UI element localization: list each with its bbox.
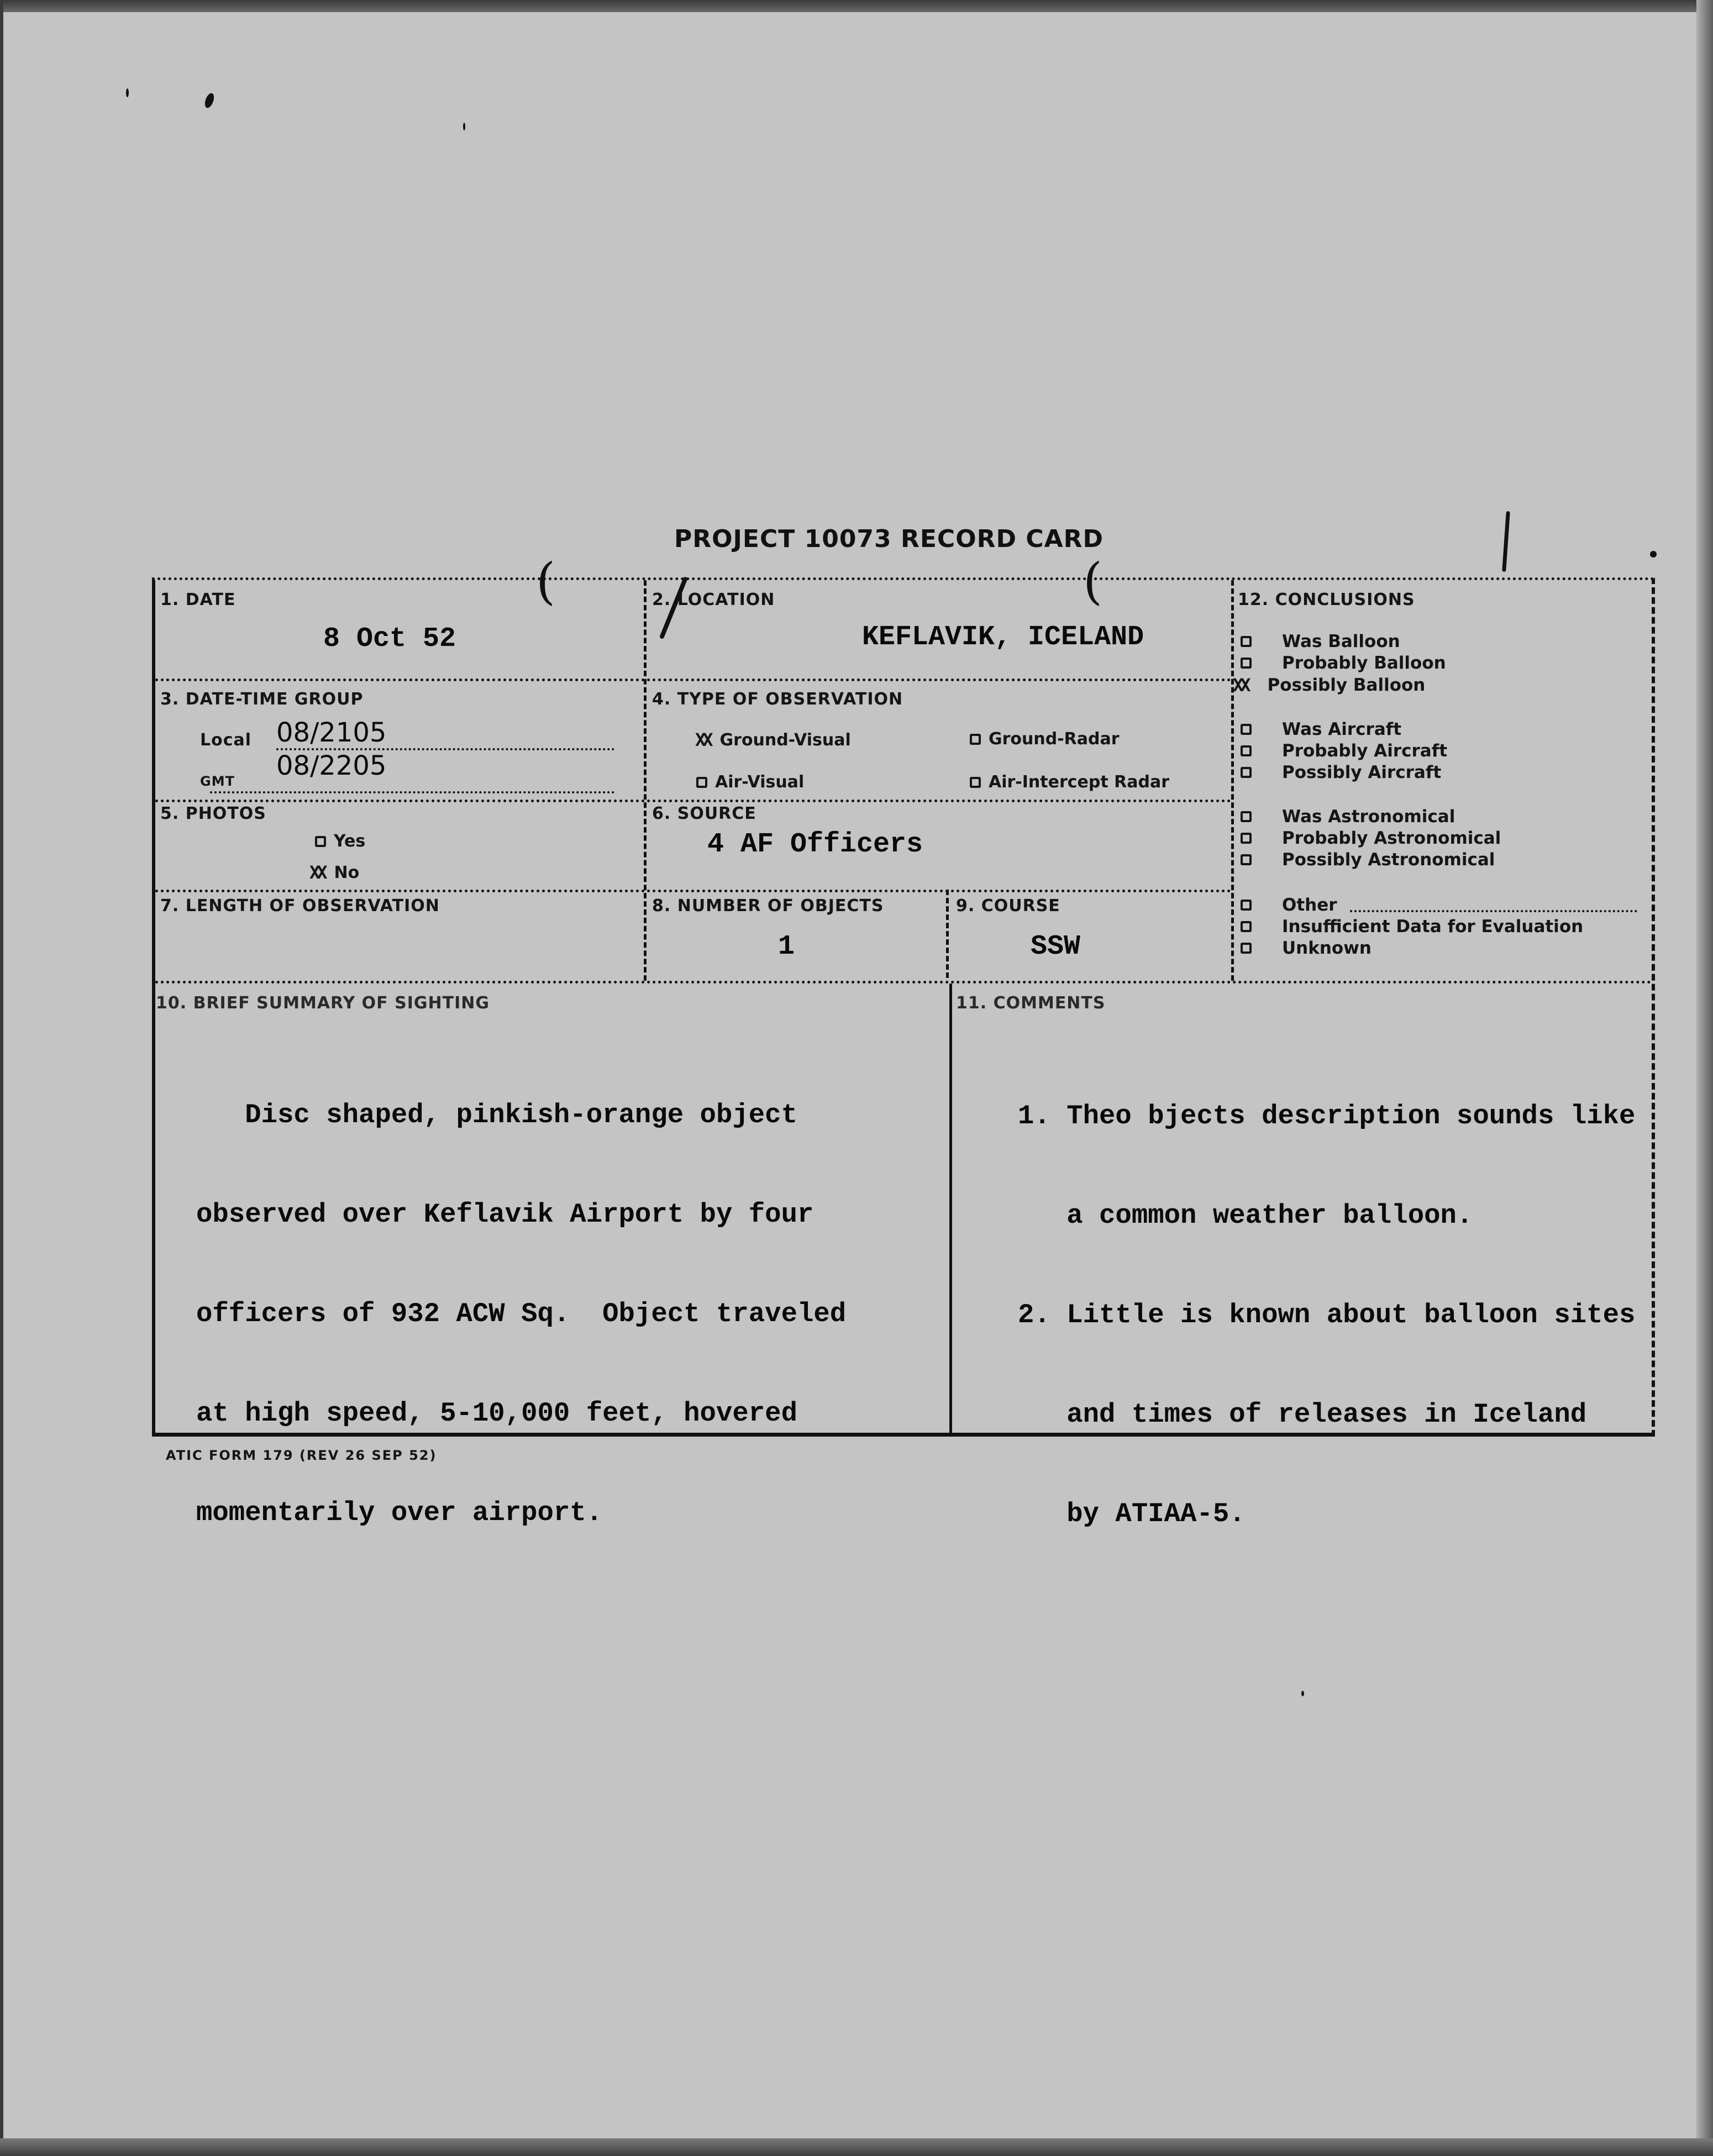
type-of-observation-label: 4. TYPE OF OBSERVATION — [652, 690, 903, 709]
divider — [155, 800, 1231, 802]
checked-x-mark-icon: XX — [695, 729, 710, 750]
checkbox-empty-icon — [1241, 767, 1252, 778]
scan-edge-bottom — [0, 2138, 1713, 2156]
conclusion-label: Possibly Astronomical — [1282, 850, 1495, 870]
conclusions-label: 12. CONCLUSIONS — [1238, 590, 1415, 609]
comment-line: and times of releases in Iceland — [1018, 1399, 1587, 1430]
checkbox-empty-icon — [315, 836, 326, 847]
source-label: 6. SOURCE — [652, 804, 756, 823]
gmt-time-value: 08/2205 — [276, 750, 387, 781]
summary-line: officers of 932 ACW Sq. Object traveled — [196, 1298, 847, 1329]
number-of-objects-value: 1 — [778, 931, 795, 963]
option-label: Ground-Radar — [989, 729, 1120, 749]
gmt-time-fill-line — [210, 791, 614, 793]
conclusion-label: Other — [1282, 895, 1337, 915]
checkbox-empty-icon — [970, 777, 981, 788]
conclusion-label: Probably Balloon — [1282, 653, 1446, 673]
length-of-observation-label: 7. LENGTH OF OBSERVATION — [160, 896, 440, 916]
option-label: Ground-Visual — [719, 730, 851, 750]
checkbox-empty-icon — [1241, 943, 1252, 954]
summary-text — [196, 1032, 846, 1563]
divider — [155, 890, 1231, 892]
conclusion-label: Insufficient Data for Evaluation — [1282, 917, 1584, 937]
option-air-intercept-radar[interactable] — [970, 772, 1169, 792]
scan-edge-right — [1696, 0, 1713, 2156]
summary-label: 10. BRIEF SUMMARY OF SIGHTING — [156, 993, 490, 1013]
conclusion-label: Was Astronomical — [1282, 807, 1455, 827]
bracket-mark: ( — [1083, 553, 1103, 611]
checkbox-empty-icon — [1241, 745, 1252, 756]
option-label: Yes — [334, 832, 366, 851]
conclusion-label: Possibly Aircraft — [1282, 763, 1442, 782]
divider — [949, 984, 952, 1434]
checkbox-empty-icon — [1241, 658, 1252, 669]
checkbox-empty-icon — [970, 734, 981, 745]
divider — [155, 679, 1231, 681]
option-ground-radar[interactable] — [970, 729, 1120, 749]
option-photos-no[interactable] — [309, 862, 359, 883]
conclusion-probably-balloon[interactable] — [1241, 653, 1446, 673]
option-label: Air-Visual — [715, 772, 805, 792]
date-value: 8 Oct 52 — [323, 623, 456, 655]
checkbox-empty-icon — [1241, 833, 1252, 844]
local-time-value: 08/2105 — [276, 717, 387, 748]
divider — [644, 580, 647, 981]
gmt-time-label: GMT — [200, 774, 235, 789]
comments-label: 11. COMMENTS — [956, 993, 1106, 1013]
option-ground-visual[interactable] — [695, 729, 851, 750]
other-fill-line — [1350, 910, 1637, 912]
scan-speck — [463, 123, 465, 130]
conclusion-was-aircraft[interactable] — [1241, 719, 1401, 739]
option-air-visual[interactable] — [696, 772, 804, 792]
local-time-label: Local — [200, 730, 252, 750]
comment-line: a common weather balloon. — [1018, 1200, 1473, 1231]
summary-line: momentarily over airport. — [196, 1497, 603, 1528]
conclusion-unknown[interactable] — [1241, 938, 1372, 958]
checkbox-empty-icon — [1241, 900, 1252, 911]
date-time-group-label: 3. DATE-TIME GROUP — [160, 690, 364, 709]
bracket-mark: ( — [536, 553, 556, 611]
comments-text — [1018, 1033, 1635, 1564]
photos-label: 5. PHOTOS — [160, 804, 266, 823]
conclusion-possibly-balloon[interactable] — [1233, 675, 1426, 696]
checkbox-empty-icon — [1241, 636, 1252, 647]
conclusion-possibly-astronomical[interactable] — [1241, 850, 1495, 870]
location-label: 2. LOCATION — [652, 590, 775, 609]
form-number: ATIC FORM 179 (REV 26 SEP 52) — [166, 1448, 437, 1463]
course-value: SSW — [1031, 931, 1081, 963]
checked-x-mark-icon: XX — [309, 862, 324, 883]
source-value: 4 AF Officers — [707, 829, 923, 860]
conclusion-label: Was Balloon — [1282, 632, 1400, 651]
course-label: 9. COURSE — [956, 896, 1060, 916]
divider — [946, 890, 949, 978]
checkbox-empty-icon — [696, 777, 707, 788]
conclusion-probably-aircraft[interactable] — [1241, 741, 1447, 761]
conclusion-was-astronomical[interactable] — [1241, 807, 1455, 827]
checked-x-mark-icon: XX — [1233, 675, 1248, 696]
checkbox-empty-icon — [1241, 921, 1252, 932]
scan-speck — [203, 92, 216, 109]
pencil-mark — [1502, 511, 1510, 572]
number-of-objects-label: 8. NUMBER OF OBJECTS — [652, 896, 884, 916]
comment-line: 1. Theo bjects description sounds like — [1018, 1101, 1636, 1132]
comment-line: by ATIAA-5. — [1018, 1498, 1246, 1529]
checkbox-empty-icon — [1241, 724, 1252, 735]
conclusion-other[interactable] — [1241, 895, 1337, 915]
checkbox-empty-icon — [1241, 854, 1252, 865]
date-label: 1. DATE — [160, 590, 236, 609]
summary-line: Disc shaped, pinkish-orange object — [196, 1100, 797, 1130]
conclusion-label: Probably Aircraft — [1282, 741, 1448, 761]
card-title: PROJECT 10073 RECORD CARD — [674, 525, 1104, 553]
scan-edge-top — [0, 0, 1713, 12]
summary-line: observed over Keflavik Airport by four — [196, 1199, 814, 1230]
scan-edge-left — [0, 0, 3, 2156]
comment-line: 2. Little is known about balloon sites — [1018, 1300, 1636, 1331]
option-photos-yes[interactable] — [315, 832, 365, 851]
divider — [1231, 580, 1234, 981]
location-value: KEFLAVIK, ICELAND — [862, 622, 1144, 653]
conclusion-insufficient-data[interactable] — [1241, 917, 1583, 937]
conclusion-label: Possibly Balloon — [1267, 675, 1426, 695]
conclusion-possibly-aircraft[interactable] — [1241, 763, 1441, 782]
conclusion-label: Probably Astronomical — [1282, 828, 1501, 848]
scan-speck — [1301, 1691, 1304, 1696]
option-label: No — [334, 863, 360, 882]
scan-speck — [126, 88, 129, 97]
conclusion-probably-astronomical[interactable] — [1241, 828, 1501, 848]
scan-speck — [1650, 551, 1657, 558]
checkbox-empty-icon — [1241, 811, 1252, 822]
divider — [155, 981, 1652, 984]
option-label: Air-Intercept Radar — [989, 772, 1169, 792]
summary-line: at high speed, 5-10,000 feet, hovered — [196, 1398, 797, 1429]
conclusion-label: Unknown — [1282, 938, 1372, 958]
conclusion-label: Was Aircraft — [1282, 719, 1402, 739]
conclusion-was-balloon[interactable] — [1241, 632, 1400, 651]
